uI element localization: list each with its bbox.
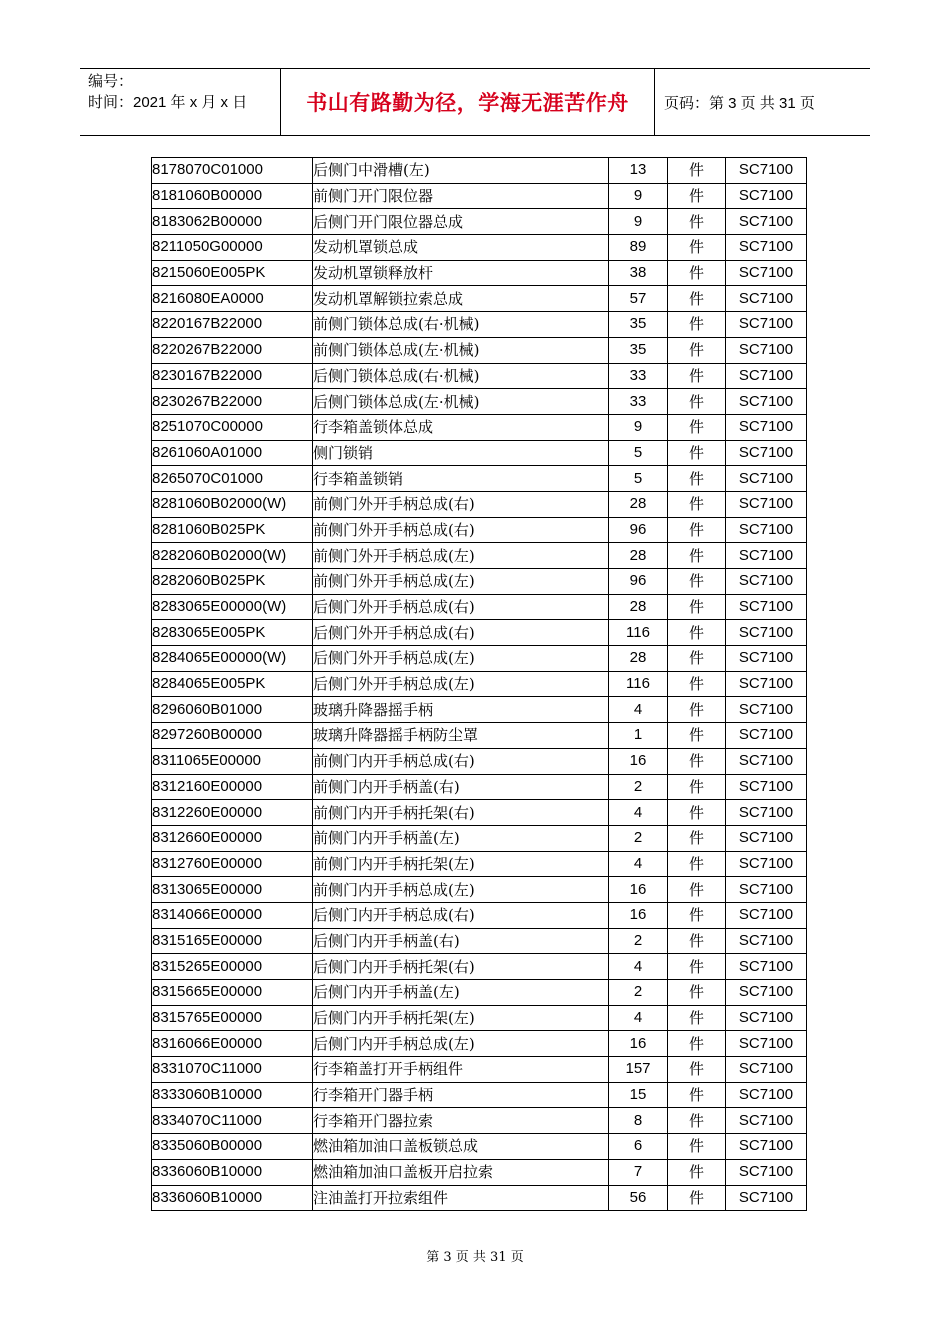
- table-row: [152, 825, 807, 851]
- part-quantity: 38: [609, 260, 668, 286]
- part-code: 8282060B02000(W): [152, 543, 313, 569]
- part-model: SC7100: [726, 466, 807, 492]
- part-unit: 件: [668, 209, 726, 235]
- parts-table: [151, 157, 807, 1211]
- part-name: 侧门锁销: [313, 440, 609, 466]
- part-unit: 件: [668, 800, 726, 826]
- part-code: 8281060B025PK: [152, 517, 313, 543]
- part-unit: 件: [668, 928, 726, 954]
- part-name: 后侧门内开手柄托架(左): [313, 1005, 609, 1031]
- part-name: 行李箱开门器拉索: [313, 1108, 609, 1134]
- part-model: SC7100: [726, 235, 807, 261]
- time-label: 时间：2021 年 x 月 x 日: [88, 94, 248, 111]
- part-name: 发动机罩解锁拉索总成: [313, 286, 609, 312]
- part-quantity: 28: [609, 491, 668, 517]
- part-name: 燃油箱加油口盖板开启拉索: [313, 1159, 609, 1185]
- part-model: SC7100: [726, 337, 807, 363]
- part-name: 后侧门内开手柄总成(右): [313, 902, 609, 928]
- header-meta: [80, 69, 281, 135]
- part-quantity: 7: [609, 1159, 668, 1185]
- table-row: [152, 1159, 807, 1185]
- part-name: 前侧门内开手柄总成(左): [313, 877, 609, 903]
- part-quantity: 57: [609, 286, 668, 312]
- part-unit: 件: [668, 1134, 726, 1160]
- part-name: 前侧门开门限位器: [313, 183, 609, 209]
- part-quantity: 28: [609, 646, 668, 672]
- part-unit: 件: [668, 543, 726, 569]
- part-model: SC7100: [726, 825, 807, 851]
- motto: 书山有路勤为径，学海无涯苦作舟: [306, 91, 629, 115]
- part-name: 后侧门锁体总成(左·机械): [313, 389, 609, 415]
- part-unit: 件: [668, 954, 726, 980]
- part-model: SC7100: [726, 517, 807, 543]
- part-code: 8281060B02000(W): [152, 491, 313, 517]
- part-name: 行李箱盖锁销: [313, 466, 609, 492]
- page-header: [80, 68, 870, 136]
- part-code: 8284065E005PK: [152, 671, 313, 697]
- part-unit: 件: [668, 466, 726, 492]
- part-code: 8284065E00000(W): [152, 646, 313, 672]
- part-unit: 件: [668, 337, 726, 363]
- serial-label: 编号：: [88, 73, 134, 90]
- part-name: 前侧门外开手柄总成(左): [313, 543, 609, 569]
- table-row: [152, 851, 807, 877]
- part-model: SC7100: [726, 980, 807, 1006]
- part-code: 8211050G00000: [152, 235, 313, 261]
- part-quantity: 9: [609, 414, 668, 440]
- part-unit: 件: [668, 389, 726, 415]
- part-unit: 件: [668, 646, 726, 672]
- part-name: 后侧门外开手柄总成(左): [313, 646, 609, 672]
- part-code: 8336060B10000: [152, 1159, 313, 1185]
- part-name: 玻璃升降器摇手柄防尘罩: [313, 723, 609, 749]
- part-name: 前侧门内开手柄托架(右): [313, 800, 609, 826]
- part-unit: 件: [668, 491, 726, 517]
- part-model: SC7100: [726, 1031, 807, 1057]
- part-unit: 件: [668, 1005, 726, 1031]
- part-code: 8314066E00000: [152, 902, 313, 928]
- part-quantity: 9: [609, 183, 668, 209]
- part-unit: 件: [668, 414, 726, 440]
- table-row: [152, 748, 807, 774]
- part-name: 后侧门外开手柄总成(右): [313, 594, 609, 620]
- part-quantity: 116: [609, 620, 668, 646]
- part-model: SC7100: [726, 183, 807, 209]
- part-code: 8311065E00000: [152, 748, 313, 774]
- part-name: 发动机罩锁释放杆: [313, 260, 609, 286]
- part-model: SC7100: [726, 440, 807, 466]
- part-model: SC7100: [726, 1108, 807, 1134]
- part-quantity: 35: [609, 337, 668, 363]
- part-quantity: 16: [609, 1031, 668, 1057]
- part-code: 8315765E00000: [152, 1005, 313, 1031]
- part-model: SC7100: [726, 877, 807, 903]
- table-row: [152, 363, 807, 389]
- part-model: SC7100: [726, 414, 807, 440]
- table-row: [152, 877, 807, 903]
- part-quantity: 28: [609, 543, 668, 569]
- part-name: 后侧门内开手柄盖(左): [313, 980, 609, 1006]
- part-code: 8334070C11000: [152, 1108, 313, 1134]
- part-code: 8220267B22000: [152, 337, 313, 363]
- part-unit: 件: [668, 825, 726, 851]
- part-name: 后侧门锁体总成(右·机械): [313, 363, 609, 389]
- part-unit: 件: [668, 774, 726, 800]
- part-name: 燃油箱加油口盖板锁总成: [313, 1134, 609, 1160]
- table-row: [152, 1031, 807, 1057]
- part-quantity: 16: [609, 748, 668, 774]
- part-unit: 件: [668, 697, 726, 723]
- part-unit: 件: [668, 569, 726, 595]
- part-name: 后侧门内开手柄托架(右): [313, 954, 609, 980]
- part-quantity: 4: [609, 800, 668, 826]
- table-row: [152, 209, 807, 235]
- part-code: 8316066E00000: [152, 1031, 313, 1057]
- part-unit: 件: [668, 260, 726, 286]
- part-unit: 件: [668, 158, 726, 184]
- part-code: 8283065E00000(W): [152, 594, 313, 620]
- part-quantity: 33: [609, 389, 668, 415]
- table-row: [152, 980, 807, 1006]
- part-model: SC7100: [726, 851, 807, 877]
- header-page-cell: [655, 69, 870, 135]
- header-motto-cell: [281, 69, 655, 135]
- part-name: 注油盖打开拉索组件: [313, 1185, 609, 1211]
- table-row: [152, 158, 807, 184]
- table-row: [152, 671, 807, 697]
- part-quantity: 33: [609, 363, 668, 389]
- table-row: [152, 1134, 807, 1160]
- part-name: 前侧门内开手柄托架(左): [313, 851, 609, 877]
- part-unit: 件: [668, 312, 726, 338]
- part-name: 发动机罩锁总成: [313, 235, 609, 261]
- part-unit: 件: [668, 183, 726, 209]
- part-unit: 件: [668, 1159, 726, 1185]
- part-name: 前侧门内开手柄总成(右): [313, 748, 609, 774]
- part-name: 行李箱开门器手柄: [313, 1082, 609, 1108]
- part-model: SC7100: [726, 697, 807, 723]
- part-model: SC7100: [726, 594, 807, 620]
- part-model: SC7100: [726, 209, 807, 235]
- part-quantity: 2: [609, 980, 668, 1006]
- part-unit: 件: [668, 671, 726, 697]
- part-quantity: 13: [609, 158, 668, 184]
- table-row: [152, 646, 807, 672]
- part-name: 后侧门外开手柄总成(左): [313, 671, 609, 697]
- part-code: 8230267B22000: [152, 389, 313, 415]
- part-unit: 件: [668, 1031, 726, 1057]
- part-name: 行李箱盖锁体总成: [313, 414, 609, 440]
- part-code: 8251070C00000: [152, 414, 313, 440]
- part-unit: 件: [668, 1108, 726, 1134]
- part-name: 行李箱盖打开手柄组件: [313, 1057, 609, 1083]
- part-quantity: 96: [609, 517, 668, 543]
- table-row: [152, 389, 807, 415]
- table-row: [152, 1005, 807, 1031]
- table-row: [152, 517, 807, 543]
- table-row: [152, 620, 807, 646]
- part-quantity: 2: [609, 928, 668, 954]
- part-quantity: 16: [609, 902, 668, 928]
- table-row: [152, 260, 807, 286]
- part-quantity: 96: [609, 569, 668, 595]
- part-unit: 件: [668, 748, 726, 774]
- part-name: 前侧门内开手柄盖(左): [313, 825, 609, 851]
- part-quantity: 4: [609, 851, 668, 877]
- table-row: [152, 697, 807, 723]
- parts-table-body: [152, 158, 807, 1211]
- part-model: SC7100: [726, 158, 807, 184]
- table-row: [152, 800, 807, 826]
- table-row: [152, 1057, 807, 1083]
- part-code: 8261060A01000: [152, 440, 313, 466]
- part-code: 8296060B01000: [152, 697, 313, 723]
- table-row: [152, 902, 807, 928]
- table-row: [152, 723, 807, 749]
- part-model: SC7100: [726, 748, 807, 774]
- part-name: 后侧门内开手柄盖(右): [313, 928, 609, 954]
- part-name: 玻璃升降器摇手柄: [313, 697, 609, 723]
- part-quantity: 9: [609, 209, 668, 235]
- part-code: 8220167B22000: [152, 312, 313, 338]
- part-code: 8216080EA0000: [152, 286, 313, 312]
- part-model: SC7100: [726, 902, 807, 928]
- part-quantity: 1: [609, 723, 668, 749]
- part-model: SC7100: [726, 1134, 807, 1160]
- table-row: [152, 183, 807, 209]
- part-model: SC7100: [726, 723, 807, 749]
- part-model: SC7100: [726, 1185, 807, 1211]
- part-model: SC7100: [726, 800, 807, 826]
- table-row: [152, 1185, 807, 1211]
- part-code: 8230167B22000: [152, 363, 313, 389]
- part-quantity: 2: [609, 774, 668, 800]
- table-row: [152, 543, 807, 569]
- part-name: 前侧门外开手柄总成(右): [313, 517, 609, 543]
- part-model: SC7100: [726, 954, 807, 980]
- part-unit: 件: [668, 902, 726, 928]
- part-quantity: 89: [609, 235, 668, 261]
- part-quantity: 5: [609, 466, 668, 492]
- part-unit: 件: [668, 723, 726, 749]
- part-model: SC7100: [726, 1082, 807, 1108]
- part-model: SC7100: [726, 260, 807, 286]
- part-model: SC7100: [726, 569, 807, 595]
- part-unit: 件: [668, 980, 726, 1006]
- table-row: [152, 312, 807, 338]
- part-code: 8183062B00000: [152, 209, 313, 235]
- part-code: 8312760E00000: [152, 851, 313, 877]
- part-code: 8335060B00000: [152, 1134, 313, 1160]
- table-row: [152, 337, 807, 363]
- part-code: 8315165E00000: [152, 928, 313, 954]
- part-model: SC7100: [726, 774, 807, 800]
- part-code: 8215060E005PK: [152, 260, 313, 286]
- part-model: SC7100: [726, 491, 807, 517]
- part-model: SC7100: [726, 286, 807, 312]
- table-row: [152, 440, 807, 466]
- part-code: 8313065E00000: [152, 877, 313, 903]
- part-name: 前侧门锁体总成(左·机械): [313, 337, 609, 363]
- part-quantity: 4: [609, 954, 668, 980]
- part-model: SC7100: [726, 543, 807, 569]
- part-code: 8315665E00000: [152, 980, 313, 1006]
- table-row: [152, 1108, 807, 1134]
- part-model: SC7100: [726, 928, 807, 954]
- part-name: 前侧门内开手柄盖(右): [313, 774, 609, 800]
- part-model: SC7100: [726, 671, 807, 697]
- part-unit: 件: [668, 286, 726, 312]
- table-row: [152, 1082, 807, 1108]
- part-unit: 件: [668, 1185, 726, 1211]
- part-code: 8336060B10000: [152, 1185, 313, 1211]
- part-quantity: 15: [609, 1082, 668, 1108]
- part-quantity: 6: [609, 1134, 668, 1160]
- part-quantity: 8: [609, 1108, 668, 1134]
- part-model: SC7100: [726, 1159, 807, 1185]
- table-row: [152, 491, 807, 517]
- part-unit: 件: [668, 363, 726, 389]
- part-code: 8297260B00000: [152, 723, 313, 749]
- part-quantity: 16: [609, 877, 668, 903]
- part-name: 后侧门中滑槽(左): [313, 158, 609, 184]
- part-code: 8178070C01000: [152, 158, 313, 184]
- part-unit: 件: [668, 877, 726, 903]
- part-code: 8315265E00000: [152, 954, 313, 980]
- part-unit: 件: [668, 1057, 726, 1083]
- part-unit: 件: [668, 851, 726, 877]
- part-code: 8312160E00000: [152, 774, 313, 800]
- part-model: SC7100: [726, 312, 807, 338]
- part-unit: 件: [668, 440, 726, 466]
- part-unit: 件: [668, 594, 726, 620]
- part-unit: 件: [668, 517, 726, 543]
- part-code: 8333060B10000: [152, 1082, 313, 1108]
- part-code: 8265070C01000: [152, 466, 313, 492]
- part-quantity: 5: [609, 440, 668, 466]
- part-code: 8181060B00000: [152, 183, 313, 209]
- table-row: [152, 928, 807, 954]
- table-row: [152, 414, 807, 440]
- part-model: SC7100: [726, 363, 807, 389]
- page-footer: 第 3 页 共 31 页: [426, 1250, 524, 1265]
- part-name: 前侧门外开手柄总成(右): [313, 491, 609, 517]
- table-row: [152, 235, 807, 261]
- part-quantity: 2: [609, 825, 668, 851]
- table-row: [152, 286, 807, 312]
- part-name: 后侧门开门限位器总成: [313, 209, 609, 235]
- part-code: 8331070C11000: [152, 1057, 313, 1083]
- part-quantity: 28: [609, 594, 668, 620]
- part-quantity: 56: [609, 1185, 668, 1211]
- part-name: 前侧门锁体总成(右·机械): [313, 312, 609, 338]
- part-unit: 件: [668, 1082, 726, 1108]
- part-model: SC7100: [726, 1005, 807, 1031]
- part-quantity: 4: [609, 1005, 668, 1031]
- part-code: 8283065E005PK: [152, 620, 313, 646]
- part-model: SC7100: [726, 620, 807, 646]
- part-model: SC7100: [726, 1057, 807, 1083]
- part-name: 后侧门内开手柄总成(左): [313, 1031, 609, 1057]
- part-quantity: 4: [609, 697, 668, 723]
- part-model: SC7100: [726, 646, 807, 672]
- table-row: [152, 594, 807, 620]
- part-unit: 件: [668, 620, 726, 646]
- table-row: [152, 466, 807, 492]
- part-quantity: 157: [609, 1057, 668, 1083]
- part-code: 8282060B025PK: [152, 569, 313, 595]
- part-quantity: 35: [609, 312, 668, 338]
- table-row: [152, 569, 807, 595]
- part-code: 8312260E00000: [152, 800, 313, 826]
- part-name: 前侧门外开手柄总成(左): [313, 569, 609, 595]
- part-unit: 件: [668, 235, 726, 261]
- part-code: 8312660E00000: [152, 825, 313, 851]
- part-quantity: 116: [609, 671, 668, 697]
- part-model: SC7100: [726, 389, 807, 415]
- page-info: 页码：第 3 页 共 31 页: [664, 94, 815, 112]
- part-name: 后侧门外开手柄总成(右): [313, 620, 609, 646]
- table-row: [152, 774, 807, 800]
- table-row: [152, 954, 807, 980]
